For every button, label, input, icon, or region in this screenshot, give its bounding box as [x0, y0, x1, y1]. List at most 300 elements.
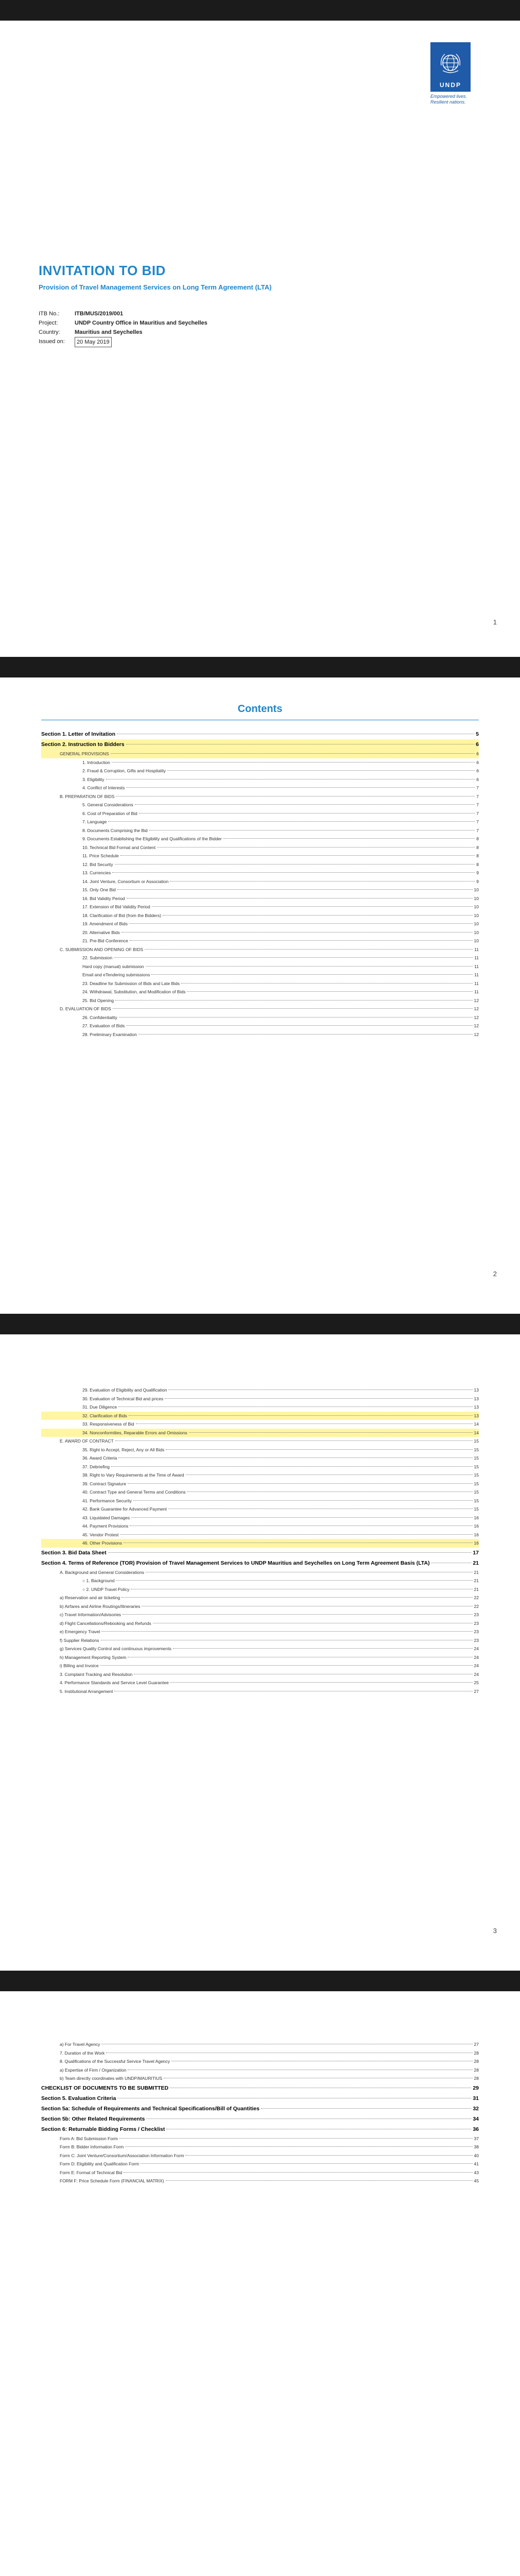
toc-page-number: 41 [474, 2161, 479, 2166]
tagline-line-1: Empowered lives. [430, 94, 467, 99]
meta-key: Project: [39, 320, 58, 326]
toc-page-number: 15 [474, 1472, 479, 1478]
toc-entry-text: 45. Vendor Protest [82, 1532, 119, 1537]
toc-dot-leader [135, 804, 475, 805]
toc-dot-leader [131, 1517, 472, 1518]
toc-page-number: 11 [474, 946, 479, 952]
toc-entry-text: 32. Clarification of Bids [82, 1413, 127, 1418]
toc-dot-leader [122, 1597, 472, 1598]
toc-entry-text: 34. Nonconformities, Reparable Errors and Omissions [82, 1430, 187, 1435]
toc-entry[interactable] [41, 1645, 479, 1653]
toc-entry-text: 14. Joint Venture, Consortium or Association [82, 878, 169, 884]
toc-dot-leader [126, 787, 475, 788]
toc-entry[interactable] [41, 2168, 479, 2177]
toc-entry[interactable] [41, 2177, 479, 2185]
toc-page-number: 12 [474, 997, 479, 1003]
toc-entry-text: 15. Only One Bid [82, 887, 116, 892]
toc-entry-text: a) Expertise of Firm / Organization [60, 2067, 127, 2073]
toc-entry-text: 26. Confidentiality [82, 1014, 117, 1020]
toc-page-number: 15 [474, 1447, 479, 1452]
toc-entry-text: 8. Qualifications of the Successful Service Travel Agency [60, 2059, 170, 2064]
toc-page-number: 6 [476, 776, 479, 782]
toc-entry[interactable] [41, 1403, 479, 1412]
toc-dot-leader [261, 2108, 471, 2109]
toc-entry[interactable] [41, 2057, 479, 2066]
toc-page-number: 34 [473, 2115, 479, 2122]
toc-page-number: 8 [476, 861, 479, 867]
toc-page-number: 13 [474, 1413, 479, 1418]
issued-key: Issued on: [39, 338, 65, 345]
toc-entry-text: 24. Withdrawal, Substitution, and Modification of Bids [82, 989, 186, 994]
toc-entry[interactable] [41, 920, 479, 928]
toc-entry-text: 28. Preliminary Examination [82, 1031, 137, 1037]
toc-dot-leader [122, 932, 473, 933]
toc-entry[interactable] [41, 1548, 479, 1558]
toc-dot-leader [166, 1449, 472, 1450]
toc-entry-text: 40. Contract Type and General Terms and Conditions [82, 1489, 186, 1495]
toc-entry-text: Section 1. Letter of Invitation [41, 731, 116, 737]
toc-entry[interactable] [41, 1611, 479, 1619]
toc-entry[interactable] [41, 2040, 479, 2049]
toc-entry-text: 6. Cost of Preparation of Bid [82, 810, 137, 816]
meta-key: ITB No.: [39, 311, 60, 317]
toc-entry-text: 10. Technical Bid Format and Content [82, 844, 156, 850]
toc-page-number: 6 [476, 741, 479, 748]
toc-page-number: 23 [474, 1620, 479, 1626]
toc-entry[interactable] [41, 2074, 479, 2083]
toc-page-number: 22 [474, 1603, 479, 1609]
toc-entry[interactable] [41, 1471, 479, 1480]
toc-entry[interactable] [41, 945, 479, 954]
toc-entry[interactable] [41, 1662, 479, 1670]
toc-entry-text: 2. Fraud & Corruption, Gifts and Hospitality [82, 768, 166, 773]
toc-page-number: 10 [474, 938, 479, 943]
toc-entry[interactable] [41, 2114, 479, 2124]
toc-entry[interactable] [41, 1687, 479, 1696]
toc-entry[interactable] [41, 1577, 479, 1585]
toc-page-number: 10 [474, 921, 479, 926]
toc-entry[interactable] [41, 2160, 479, 2168]
toc-page-number: 16 [474, 1515, 479, 1520]
document-meta [39, 309, 207, 347]
toc-page-number: 15 [474, 1506, 479, 1512]
toc-entry[interactable] [41, 1522, 479, 1531]
toc-entry-text: 5. Institutional Arrangement [60, 1688, 113, 1694]
toc-entry[interactable] [41, 2083, 479, 2093]
toc-entry-text: i) Billing and Invoice [60, 1663, 99, 1668]
toc-entry[interactable] [41, 937, 479, 945]
toc-entry-text: 7. Duration of the Work [60, 2050, 105, 2056]
toc-entry[interactable] [41, 818, 479, 826]
toc-entry[interactable] [41, 784, 479, 792]
toc-entry-text: 22. Submission [82, 955, 113, 960]
toc-dot-leader [170, 1682, 473, 1683]
toc-entry[interactable] [41, 767, 479, 775]
toc-entry[interactable] [41, 1636, 479, 1645]
toc-page-number: 28 [474, 2076, 479, 2081]
toc-page-number: 10 [474, 887, 479, 892]
toc-entry[interactable] [41, 971, 479, 979]
toc-entry[interactable] [41, 729, 479, 739]
toc-entry-text: Form B: Bidder Information Form [60, 2144, 124, 2149]
toc-dot-leader [128, 1483, 472, 1484]
page-number: 2 [493, 1270, 497, 1278]
toc-entry-text: Section 5b: Other Related Requirements [41, 2115, 145, 2122]
toc-entry[interactable] [41, 1480, 479, 1488]
toc-dot-leader [108, 821, 475, 822]
toc-page-number: 23 [474, 1612, 479, 1617]
toc-entry-text: d) Flight Cancellations/Rebooking and Refunds [60, 1620, 151, 1626]
toc-entry[interactable] [41, 1679, 479, 1687]
toc-page-number: 6 [476, 768, 479, 773]
toc-dot-leader [111, 753, 475, 754]
toc-page-number: 32 [473, 2105, 479, 2112]
toc-page-number: 12 [474, 1031, 479, 1037]
toc-page-number: 28 [474, 2050, 479, 2056]
toc-page-number: 7 [476, 810, 479, 816]
toc-entry-text: a) Reservation and air ticketing [60, 1595, 120, 1600]
toc-entry-text: D. EVALUATION OF BIDS [60, 1006, 111, 1011]
toc-page-number: 11 [474, 963, 479, 969]
toc-dot-leader [124, 2172, 472, 2173]
toc-dot-leader [166, 2180, 473, 2181]
toc-dot-leader [138, 1034, 473, 1035]
toc-entry-text: 43. Liquidated Damages [82, 1515, 130, 1520]
toc-page-number: 15 [474, 1489, 479, 1495]
toc-entry[interactable] [41, 1670, 479, 1679]
toc-page-number: 15 [474, 1498, 479, 1503]
meta-value: UNDP Country Office in Mauritius and Seychelles [75, 320, 207, 326]
toc-entry-text: Section 2. Instruction to Bidders [41, 741, 125, 748]
toc-entry-text: 38. Right to Vary Requirements at the Time of Award [82, 1472, 184, 1478]
toc-entry[interactable] [41, 2066, 479, 2075]
toc-list [41, 729, 479, 1039]
toc-dot-leader [101, 1631, 472, 1632]
toc-entry[interactable] [41, 2143, 479, 2151]
toc-entry[interactable] [41, 1497, 479, 1505]
toc-entry-text: 16. Bid Validity Period [82, 895, 125, 901]
toc-entry[interactable] [41, 1594, 479, 1602]
un-emblem-icon [439, 51, 462, 75]
toc-page-number: 28 [474, 2059, 479, 2064]
undp-logo [430, 42, 471, 105]
toc-page-number: 12 [474, 1023, 479, 1028]
toc-entry-text: 11. Price Schedule [82, 853, 119, 858]
toc-entry[interactable] [41, 852, 479, 860]
toc-entry[interactable] [41, 2049, 479, 2058]
toc-page-number: 5 [476, 731, 479, 737]
toc-entry[interactable] [41, 1437, 479, 1446]
toc-entry-text: C. SUBMISSION AND OPENING OF BIDS [60, 946, 143, 952]
toc-dot-leader [170, 881, 475, 882]
toc-entry[interactable] [41, 954, 479, 962]
toc-entry[interactable] [41, 1420, 479, 1429]
toc-entry-text: 36. Award Criteria [82, 1455, 117, 1461]
meta-row [39, 337, 207, 347]
toc-entry[interactable] [41, 1463, 479, 1471]
toc-entry-text: Form C: Joint Venture/Consortium/Association Information Form [60, 2153, 184, 2158]
toc-entry-text: 3. Complaint Tracking and Resolution [60, 1671, 133, 1677]
toc-page-number: 7 [476, 819, 479, 824]
toc-page-number: 21 [473, 1560, 479, 1566]
toc-page-number: 10 [474, 912, 479, 918]
toc-page-number: 31 [473, 2095, 479, 2102]
toc-entry[interactable] [41, 1488, 479, 1497]
toc-entry-text: a) For Travel Agency [60, 2042, 100, 2047]
meta-key: Country: [39, 329, 60, 335]
toc-page-number: 24 [474, 1646, 479, 1651]
toc-page-number: 6 [476, 759, 479, 765]
toc-page-number: 38 [474, 2144, 479, 2149]
toc-entry-text: 1. Introduction [82, 759, 110, 765]
toc-entry-text: E. AWARD OF CONTRACT [60, 1438, 114, 1444]
toc-list [41, 1386, 479, 1696]
toc-entry-text: 41. Performance Security [82, 1498, 132, 1503]
toc-entry-text: 18. Clarification of Bid (from the Bidders) [82, 912, 162, 918]
toc-entry[interactable] [41, 1412, 479, 1420]
toc-dot-leader [115, 864, 475, 865]
toc-page-number: 12 [474, 1014, 479, 1020]
toc-entry[interactable] [41, 903, 479, 911]
toc-entry[interactable] [41, 1539, 479, 1548]
toc-page-number: 15 [474, 1481, 479, 1486]
toc-dot-leader [187, 991, 473, 992]
toc-page-number: 13 [474, 1387, 479, 1393]
toc-entry[interactable] [41, 750, 479, 758]
toc-page-number: 13 [474, 1404, 479, 1410]
toc-dot-leader [113, 1008, 473, 1009]
toc-entry-text: 46. Other Provisions [82, 1540, 123, 1546]
toc-entry[interactable] [41, 1531, 479, 1539]
toc-dot-leader [116, 1580, 472, 1581]
toc-entry-text: 29. Evaluation of Eligibility and Qualification [82, 1387, 167, 1393]
toc-page-number: 22 [474, 1595, 479, 1600]
toc-dot-leader [168, 1389, 472, 1390]
toc-dot-leader [117, 889, 473, 890]
toc-entry[interactable] [41, 1558, 479, 1568]
toc-dot-leader [223, 838, 475, 839]
toc-entry-text: Section 6: Returnable Bidding Forms / Checklist [41, 2126, 165, 2132]
toc-page-number: 25 [474, 1680, 479, 1685]
toc-page-number: 9 [476, 870, 479, 875]
toc-dot-leader [126, 1025, 472, 1026]
toc-page-number: 45 [474, 2178, 479, 2183]
toc-dot-leader [120, 1534, 472, 1535]
toc-entry[interactable] [41, 1602, 479, 1611]
toc-page-number: 11 [474, 972, 479, 977]
toc-entry[interactable] [41, 1514, 479, 1522]
toc-page-number: 37 [474, 2136, 479, 2141]
toc-entry[interactable] [41, 1454, 479, 1463]
toc-entry[interactable] [41, 1005, 479, 1013]
toc-entry-text: h) Management Reporting System [60, 1654, 127, 1660]
toc-page-number: 23 [474, 1637, 479, 1643]
toc-entry[interactable] [41, 928, 479, 937]
toc-page-number: 14 [474, 1421, 479, 1427]
toc-dot-leader [125, 2146, 472, 2147]
toc-entry-text: Email and eTendering submissions [82, 972, 150, 977]
toc-entry[interactable] [41, 979, 479, 988]
toc-entry[interactable] [41, 801, 479, 809]
toc-page-number: 15 [474, 1438, 479, 1444]
toc-dot-leader [165, 1398, 472, 1399]
toc-entry[interactable] [41, 894, 479, 903]
toc-page-number: 10 [474, 904, 479, 909]
toc-entry[interactable] [41, 1429, 479, 1437]
toc-dot-leader [127, 898, 473, 899]
page-number: 1 [493, 618, 497, 626]
toc-entry[interactable] [41, 2151, 479, 2160]
toc-entry[interactable] [41, 826, 479, 835]
toc-entry-text: 42. Bank Guarantee for Advanced Payment [82, 1506, 167, 1512]
toc-entry-text: ○ 1. Background [82, 1578, 115, 1583]
toc-page-number: 36 [473, 2126, 479, 2132]
toc-dot-leader [141, 2163, 473, 2164]
toc-entry-text: CHECKLIST OF DOCUMENTS TO BE SUBMITTED [41, 2084, 169, 2091]
toc-page-number: 14 [474, 1430, 479, 1435]
toc-dot-leader [129, 1415, 473, 1416]
toc-page-number: 13 [474, 1396, 479, 1401]
undp-logo-letters: UNDP [439, 81, 461, 89]
toc-dot-leader [112, 872, 475, 873]
toc-page-number: 15 [474, 1464, 479, 1469]
toc-entry-text: 13. Currencies [82, 870, 111, 875]
toc-entry[interactable] [41, 911, 479, 920]
toc-entry-text: Form E: Format of Technical Bid [60, 2170, 123, 2175]
toc-entry-text: 25. Bid Opening [82, 997, 114, 1003]
toc-page-number: 29 [473, 2084, 479, 2091]
toc-entry[interactable] [41, 835, 479, 843]
toc-entry-text: ○ 2. UNDP Travel Policy [82, 1586, 130, 1592]
toc-dot-leader [114, 957, 473, 958]
toc-entry[interactable] [41, 1386, 479, 1395]
toc-entry[interactable] [41, 1013, 479, 1022]
toc-page-number: 9 [476, 878, 479, 884]
document-subtitle: Provision of Travel Management Services on Long Term Agreement (LTA) [39, 283, 272, 291]
toc-entry[interactable] [41, 809, 479, 818]
toc-page-number: 7 [476, 827, 479, 833]
toc-page-number: 11 [474, 989, 479, 994]
toc-page-number: 7 [476, 793, 479, 799]
toc-entry-text: 3. Eligibility [82, 776, 105, 782]
toc-entry[interactable] [41, 1446, 479, 1454]
toc-entry-text: b) Airfares and Airline Routings/Itineraries [60, 1603, 141, 1609]
toc-dot-leader [115, 1440, 473, 1441]
toc-entry[interactable] [41, 1030, 479, 1039]
toc-dot-leader [118, 1406, 472, 1407]
toc-dot-leader [149, 830, 475, 831]
toc-dot-leader [151, 974, 473, 975]
toc-entry-text: 21. Pre-Bid Conference [82, 938, 128, 943]
toc-entry-text: 27. Evaluation of Bids [82, 1023, 125, 1028]
toc-dot-leader [167, 770, 475, 771]
tagline-line-2: Resilient nations. [430, 99, 466, 105]
toc-entry[interactable] [41, 843, 479, 852]
toc-entry-text: Section 3. Bid Data Sheet [41, 1549, 107, 1556]
toc-entry-text: Section 5a: Schedule of Requirements and Technical Specifications/Bill of Quantities [41, 2105, 259, 2112]
toc-entry-text: Section 4. Terms of Reference (TOR) Provision of Travel Management Services to UNDP Mauritius and Seychelles on Long Term Agreement Basis (LTA) [41, 1560, 430, 1566]
page-number: 3 [493, 1927, 497, 1935]
toc-entry-text: 35. Right to Accept, Reject, Any or All Bids [82, 1447, 165, 1452]
toc-entry[interactable] [41, 962, 479, 971]
toc-entry[interactable] [41, 1653, 479, 1662]
toc-entry-text: Form D: Eligibility and Qualification Form [60, 2161, 139, 2166]
toc-entry-text: 23. Deadline for Submission of Bids and Late Bids [82, 980, 180, 986]
toc-entry[interactable] [41, 1628, 479, 1636]
meta-row [39, 328, 207, 337]
toc-entry[interactable] [41, 1505, 479, 1514]
toc-entry[interactable] [41, 2093, 479, 2104]
toc-dot-leader [163, 915, 472, 916]
issued-date-field: 20 May 2019 [75, 337, 112, 347]
toc-entry[interactable] [41, 869, 479, 877]
toc-page-3 [0, 1991, 520, 2576]
toc-entry[interactable] [41, 1585, 479, 1594]
toc-entry[interactable] [41, 792, 479, 801]
toc-entry[interactable] [41, 775, 479, 784]
toc-page-number: 23 [474, 1629, 479, 1634]
toc-page-number: 43 [474, 2170, 479, 2175]
toc-dot-leader [130, 940, 473, 941]
toc-page-number: 24 [474, 1671, 479, 1677]
toc-entry[interactable] [41, 1619, 479, 1628]
toc-dot-leader [115, 1000, 473, 1001]
toc-entry-text: Hard copy (manual) submission [82, 963, 144, 969]
toc-entry-text: b) Team directly coordinates with UNDP/MAURITIUS [60, 2076, 163, 2081]
toc-entry[interactable] [41, 988, 479, 996]
toc-dot-leader [146, 966, 473, 967]
toc-dot-leader [185, 2155, 472, 2156]
meta-row [39, 318, 207, 328]
toc-entry[interactable] [41, 860, 479, 869]
toc-entry-text: 33. Responsiveness of Bid [82, 1421, 134, 1427]
toc-dot-leader [119, 1017, 473, 1018]
toc-entry[interactable] [41, 2134, 479, 2143]
toc-page-number: 10 [474, 895, 479, 901]
toc-page-number: 24 [474, 1654, 479, 1660]
toc-entry[interactable] [41, 996, 479, 1005]
toc-entry[interactable] [41, 886, 479, 894]
meta-row [39, 309, 207, 318]
document-title: INVITATION TO BID [39, 263, 166, 278]
toc-entry-text: 37. Debriefing [82, 1464, 110, 1469]
toc-page-number: 21 [474, 1578, 479, 1583]
toc-page-number: 17 [473, 1549, 479, 1556]
toc-entry[interactable] [41, 758, 479, 767]
toc-dot-leader [139, 813, 475, 814]
toc-entry[interactable] [41, 739, 479, 750]
toc-entry-text: 4. Performance Standards and Service Level Guarantee [60, 1680, 169, 1685]
toc-entry[interactable] [41, 1395, 479, 1403]
toc-entry[interactable] [41, 877, 479, 886]
toc-entry-text: 12. Bid Security [82, 861, 113, 867]
toc-dot-leader [145, 949, 473, 950]
toc-entry[interactable] [41, 1568, 479, 1577]
toc-dot-leader [157, 847, 475, 848]
toc-dot-leader [108, 1552, 472, 1553]
toc-entry[interactable] [41, 1022, 479, 1030]
toc-entry[interactable] [41, 2104, 479, 2114]
toc-dot-leader [120, 855, 475, 856]
toc-page-number: 28 [474, 2067, 479, 2073]
toc-entry-text: 5. General Considerations [82, 802, 133, 807]
toc-page-number: 11 [474, 980, 479, 986]
toc-entry-text: 19. Amendment of Bids [82, 921, 128, 926]
undp-tagline [430, 94, 471, 105]
toc-entry[interactable] [41, 2124, 479, 2134]
toc-page-number: 8 [476, 836, 479, 841]
toc-dot-leader [136, 1423, 473, 1424]
